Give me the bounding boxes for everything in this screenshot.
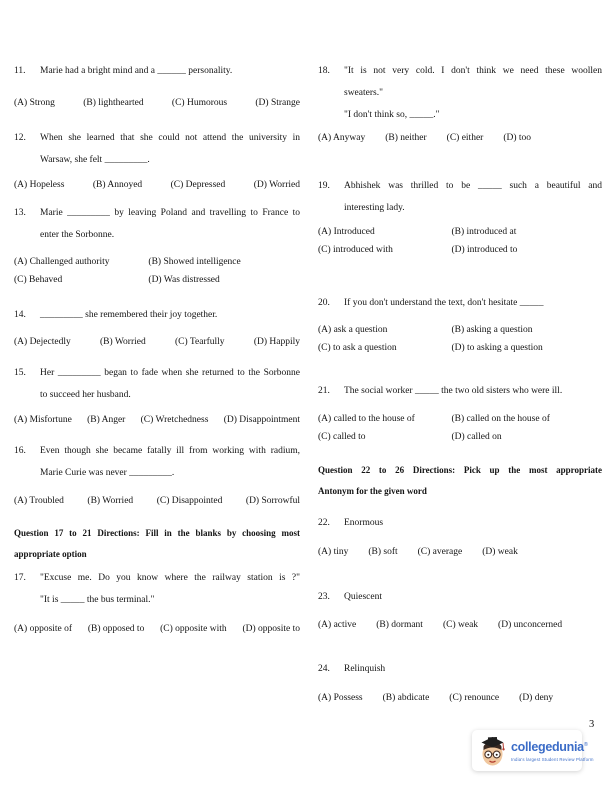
option: (B) Worried: [99, 337, 146, 347]
logo-wordmark: collegedunia®: [511, 740, 588, 755]
option: (D) Worried: [253, 180, 300, 190]
options-group: [318, 616, 602, 634]
option: (C) Tearfully: [175, 337, 225, 347]
option: (B) introduced at: [451, 227, 517, 237]
question-number: 13.: [14, 208, 26, 218]
option: (A) Hopeless: [14, 180, 65, 190]
question-line: The social worker _____ the two old sisters who were ill.: [344, 386, 563, 396]
question-line: Abhishek was thrilled to be _____ such a beautiful and: [344, 181, 602, 191]
logo-text-group: [511, 739, 594, 761]
options-group: [318, 223, 602, 259]
option: (A) tiny: [318, 547, 349, 557]
question-11: [14, 60, 300, 112]
question-line: Marie Curie was never _________.: [40, 468, 175, 478]
question-number: 18.: [318, 66, 330, 76]
option: (A) ask a question: [318, 325, 388, 335]
question-line: Relinquish: [344, 664, 386, 674]
right-column: [318, 60, 602, 707]
option: (A) Strong: [14, 98, 55, 108]
option: (A) Introduced: [318, 227, 375, 237]
option: (B) lighthearted: [83, 98, 144, 108]
directions-heading: [318, 460, 602, 502]
option: (C) average: [417, 547, 463, 557]
question-line: "Excuse me. Do you know where the railway station is ?": [40, 573, 300, 583]
option: (D) introduced to: [451, 245, 518, 255]
question-21: [318, 380, 602, 446]
option: (A) called to the house of: [318, 414, 415, 424]
option: (C) called to: [318, 432, 366, 442]
question-line: to succeed her husband.: [40, 390, 131, 400]
collegedunia-mascot-icon: [479, 734, 506, 767]
question-line: enter the Sorbonne.: [40, 230, 115, 240]
directions-line: Question 17 to 21 Directions: Fill in the blanks by choosing most: [14, 528, 300, 538]
options-group: [14, 411, 300, 429]
options-group: [14, 492, 300, 510]
logo-tagline: India's largest Student Review Platform: [511, 756, 594, 762]
question-17: [14, 567, 300, 638]
option: (B) soft: [368, 547, 398, 557]
question-15: [14, 362, 300, 429]
question-13: [14, 202, 300, 289]
question-number: 24.: [318, 664, 330, 674]
question-16: [14, 440, 300, 510]
option: (C) renounce: [449, 693, 500, 703]
option: (D) to asking a question: [451, 343, 543, 353]
option: (B) Worried: [87, 496, 134, 506]
option: (A) Troubled: [14, 496, 64, 506]
question-20: [318, 292, 602, 357]
question-line: When she learned that she could not attend the university in: [40, 133, 300, 143]
question-24: [318, 658, 602, 707]
option: (A) Anyway: [318, 133, 366, 143]
options-group: [318, 543, 602, 561]
question-number: 21.: [318, 386, 330, 396]
option: (B) neither: [385, 133, 427, 143]
question-number: 23.: [318, 592, 330, 602]
question-line: _________ she remembered their joy together.: [40, 310, 218, 320]
question-line: "It is _____ the bus terminal.": [40, 595, 155, 605]
registered-mark: ®: [583, 742, 588, 749]
collegedunia-logo: [472, 730, 594, 771]
option: (C) Humorous: [171, 98, 228, 108]
directions-line: appropriate option: [14, 549, 87, 559]
question-line: Even though she became fatally ill from working with radium,: [40, 446, 300, 456]
directions-line: Question 22 to 26 Directions: Pick up the most appropriate: [318, 465, 602, 475]
question-line: Marie had a bright mind and a ______ personality.: [40, 66, 233, 76]
option: (B) opposed to: [87, 624, 145, 634]
option: (C) weak: [442, 620, 479, 630]
directions-heading: [14, 523, 300, 565]
option: (C) opposite with: [160, 624, 227, 634]
question-number: 19.: [318, 181, 330, 191]
option: (A) Possess: [318, 693, 363, 703]
option: (D) Was distressed: [148, 275, 220, 285]
question-line: Enormous: [344, 518, 384, 528]
question-23: [318, 586, 602, 634]
option: (A) Misfortune: [14, 415, 72, 425]
option: (D) Disappointment: [223, 415, 300, 425]
option: (C) to ask a question: [318, 343, 397, 353]
option: (C) Depressed: [170, 180, 226, 190]
option: (C) either: [446, 133, 484, 143]
options-group: [14, 94, 300, 112]
question-22: [318, 512, 602, 561]
option: (B) Anger: [87, 415, 126, 425]
question-line: Warsaw, she felt _________.: [40, 155, 150, 165]
option: (C) Wretchedness: [140, 415, 209, 425]
option: (D) deny: [519, 693, 554, 703]
question-number: 16.: [14, 446, 26, 456]
question-number: 12.: [14, 133, 26, 143]
option: (A) opposite of: [14, 624, 73, 634]
question-line: Quiescent: [344, 592, 382, 602]
option: (A) active: [318, 620, 357, 630]
option: (A) Challenged authority: [14, 257, 110, 267]
options-group: [318, 689, 602, 707]
option: (C) introduced with: [318, 245, 393, 255]
option: (D) Sorrowful: [245, 496, 300, 506]
question-line: "It is not very cold. I don't think we need these woollen: [344, 66, 602, 76]
option: (B) abdicate: [382, 693, 430, 703]
question-12: [14, 127, 300, 194]
option: (D) called on: [451, 432, 502, 442]
option: (D) weak: [482, 547, 518, 557]
option: (D) Happily: [253, 337, 300, 347]
option: (D) opposite to: [242, 624, 300, 634]
options-group: [14, 620, 300, 638]
question-number: 17.: [14, 573, 26, 583]
options-group: [318, 321, 602, 357]
question-line: interesting lady.: [344, 203, 405, 213]
question-line: "I don't think so, _____.": [344, 110, 440, 120]
question-18: [318, 60, 602, 147]
options-group: [14, 176, 300, 194]
question-line: sweaters.": [344, 88, 383, 98]
option: (C) Behaved: [14, 275, 63, 285]
question-line: If you don't understand the text, don't hesitate _____: [344, 298, 544, 308]
question-19: [318, 175, 602, 259]
option: (C) Disappointed: [156, 496, 223, 506]
question-number: 11.: [14, 66, 26, 76]
option: (D) too: [503, 133, 532, 143]
page-number: 3: [589, 719, 595, 730]
option: (D) unconcerned: [498, 620, 563, 630]
options-group: [14, 333, 300, 351]
question-14: [14, 304, 300, 351]
options-group: [318, 129, 602, 147]
option: (B) dormant: [376, 620, 423, 630]
question-number: 15.: [14, 368, 26, 378]
option: (B) Annoyed: [92, 180, 143, 190]
option: (A) Dejectedly: [14, 337, 71, 347]
question-number: 22.: [318, 518, 330, 528]
question-line: Her _________ began to fade when she returned to the Sorbonne: [40, 368, 300, 378]
options-group: [14, 253, 300, 289]
question-number: 14.: [14, 310, 26, 320]
question-line: Marie _________ by leaving Poland and travelling to France to: [40, 208, 300, 218]
option: (B) Showed intelligence: [148, 257, 241, 267]
option: (B) asking a question: [451, 325, 533, 335]
option: (B) called on the house of: [451, 414, 550, 424]
left-column: [14, 60, 300, 638]
question-number: 20.: [318, 298, 330, 308]
options-group: [318, 410, 602, 446]
option: (D) Strange: [255, 98, 300, 108]
directions-line: Antonym for the given word: [318, 486, 427, 496]
